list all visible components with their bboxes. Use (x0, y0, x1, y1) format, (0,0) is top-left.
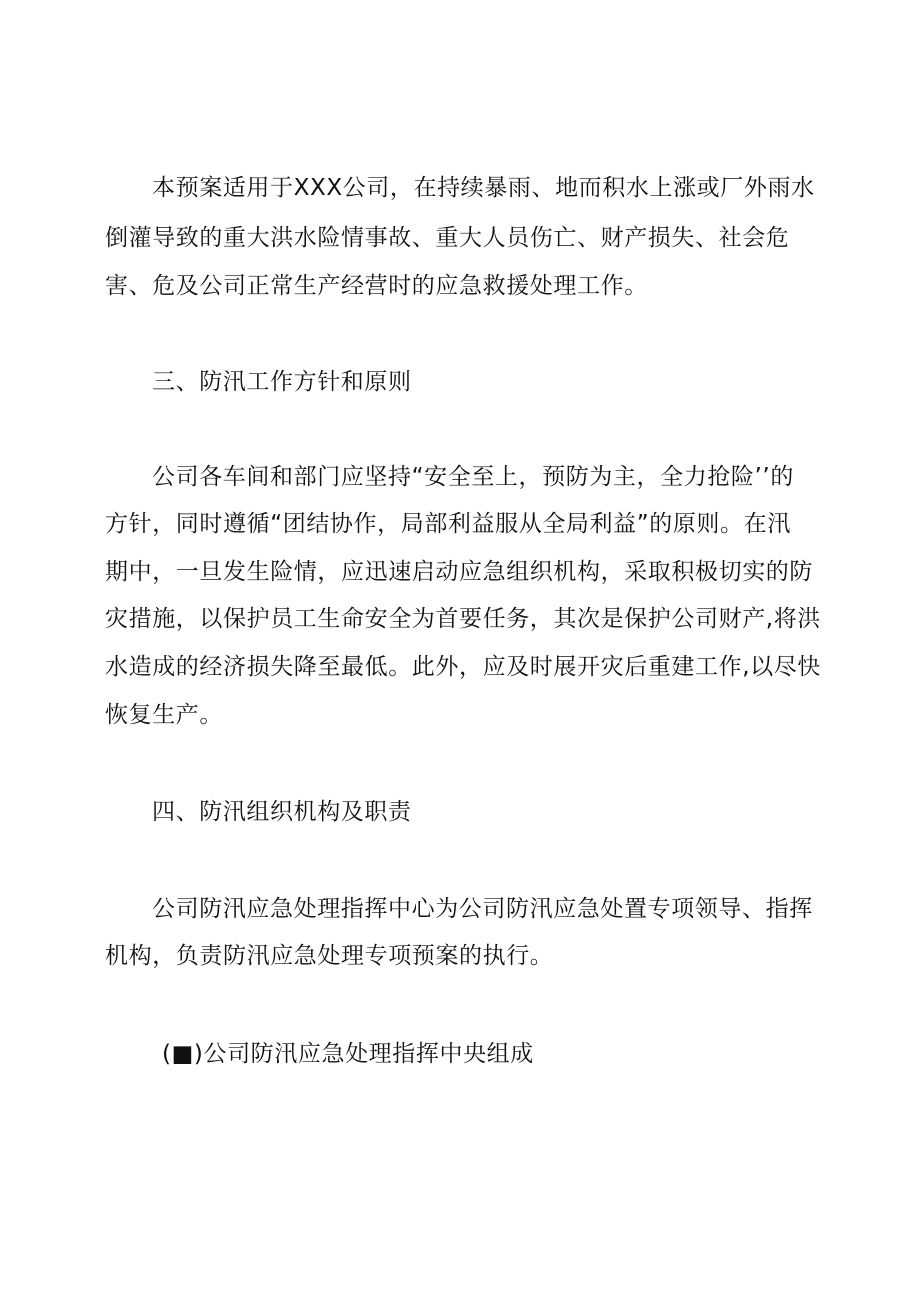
scope-paragraph-line-3: 害、危及公司正常生产经营时的应急救援处理工作。 (105, 273, 648, 299)
policy-paragraph-line-2: 方针，同时遵循“团结协作，局部利益服从全局利益”的原则。在汛 (105, 511, 791, 537)
policy-paragraph-line-5: 水造成的经济损失降至最低。此外，应及时展开灾后重建工作,以尽快 (105, 654, 821, 680)
subsection-heading: (■)公司防汛应急处理指挥中央组成 (162, 1041, 534, 1067)
section-3-heading: 三、防汛工作方针和原则 (152, 369, 412, 395)
org-paragraph-line-1: 公司防汛应急处理指挥中心为公司防汛应急处置专项领导、指挥 (152, 896, 813, 922)
policy-paragraph-line-3: 期中，一旦发生险情，应迅速启动应急组织机构，采取积极切实的防 (105, 559, 813, 585)
policy-paragraph-line-1: 公司各车间和部门应坚持“安全至上，预防为主，全力抢险’’的 (152, 464, 794, 490)
scope-paragraph-line-2: 倒灌导致的重大洪水险情事故、重大人员伤亡、财产损失、社会危 (105, 225, 790, 251)
scope-paragraph-line-1: 本预案适用于XXX公司，在持续暴雨、地而积水上涨或厂外雨水 (152, 175, 815, 201)
section-4-heading: 四、防汛组织机构及职责 (152, 799, 412, 825)
policy-paragraph-line-6: 恢复生产。 (105, 702, 223, 728)
org-paragraph-line-2: 机构，负责防汛应急处理专项预案的执行。 (105, 943, 554, 969)
policy-paragraph-line-4: 灾措施，以保护员工生命安全为首要任务，其次是保护公司财产,将洪 (105, 606, 821, 632)
